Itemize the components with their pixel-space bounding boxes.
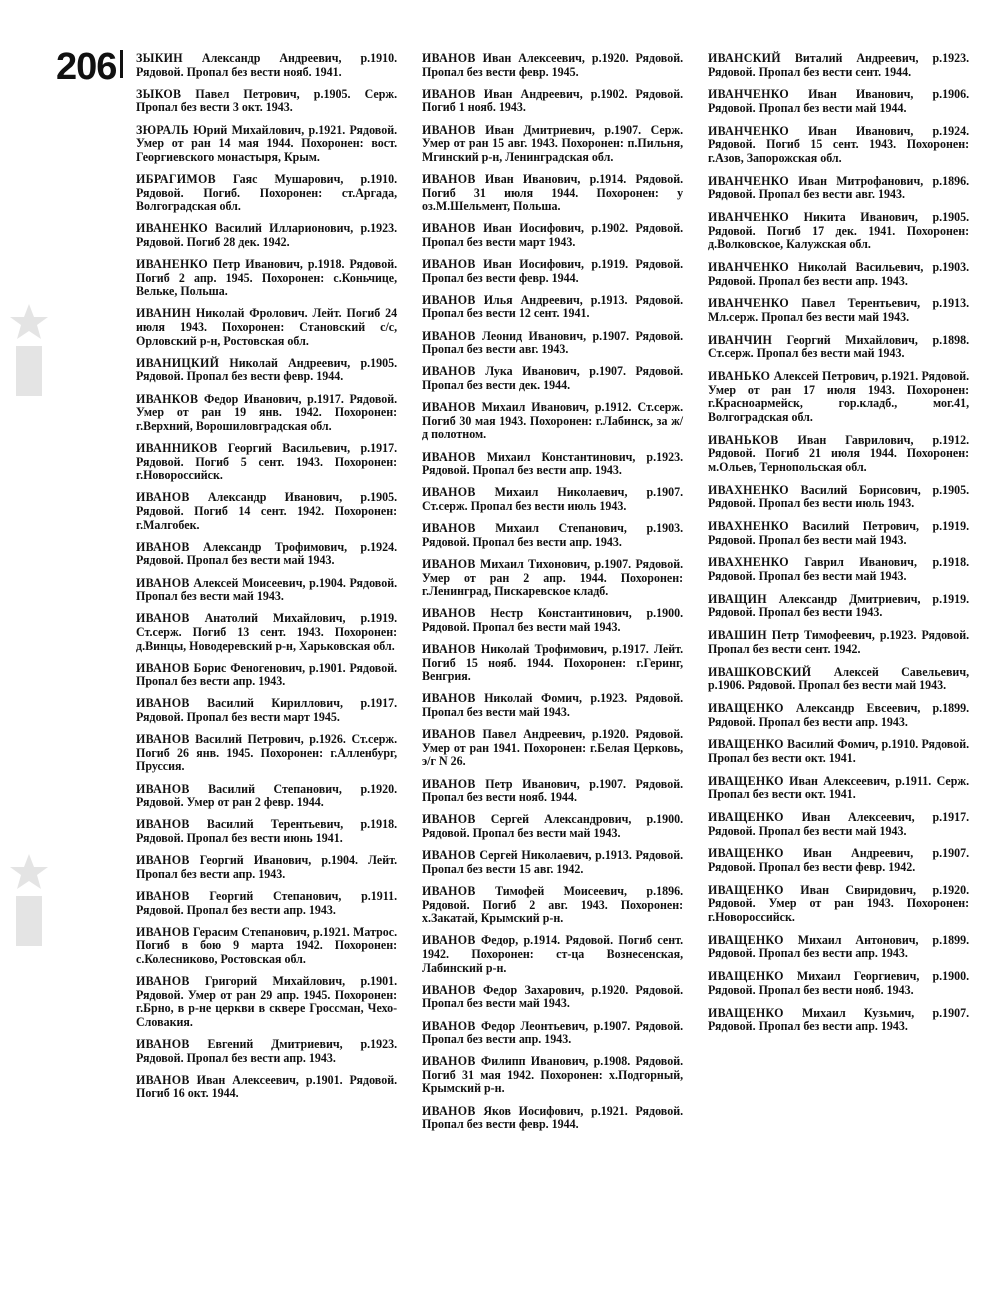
entry-surname: ИВАНОВ <box>136 660 190 675</box>
entry-details: Василий Петрович, р.1919. Рядовой. Пропал без вести май 1943. <box>708 519 970 547</box>
entry-surname: ИВАНОВ <box>422 642 476 657</box>
register-entry <box>136 1038 397 1065</box>
entry-details: Иван Иосифович, р.1902. Рядовой. Пропал без вести март 1943. <box>422 221 684 249</box>
entry-surname: ИВАНЧЕНКО <box>708 173 790 188</box>
entry-details: Михаил Константинович, р.1923. Рядовой. Пропал без вести апр. 1943. <box>422 449 684 478</box>
entry-details: Иван Гаврилович, р.1912. Рядовой. Погиб 21 июля 1944. Похоронен: м.Ольев, Тернопольская обл. <box>708 432 970 474</box>
entry-details: Василий Петрович, р.1926. Ст.серж. Погиб 26 янв. 1945. Похоронен: г.Алленбург, Пруссия. <box>136 732 398 774</box>
entry-surname: ЗЫКОВ <box>136 86 182 101</box>
register-entry <box>708 88 969 115</box>
entry-details: Георгий Михайлович, р.1898. Ст.серж. Пропал без вести май 1943. <box>708 332 970 361</box>
register-entry <box>708 970 969 997</box>
register-entry <box>708 370 969 424</box>
register-entry <box>136 733 397 774</box>
entry-details: Герасим Степанович, р.1921. Матрос. Погиб в бою 9 марта 1942. Похоронен: с.Колесниково, Ростовская обл. <box>136 924 398 966</box>
register-entry <box>708 666 969 693</box>
entry-details: Федор, р.1914. Рядовой. Погиб сент. 1942. Похоронен: ст-ца Вознесенская, Лабинский р-н. <box>422 933 684 975</box>
register-entry <box>708 738 969 765</box>
entry-surname: ИВАНОВ <box>422 776 476 791</box>
entry-details: Анатолий Михайлович, р.1919. Ст.серж. Погиб 13 сент. 1943. Похоронен: д.Винцы, Новодеревский р-н, Харьковская обл. <box>136 611 398 653</box>
column-1 <box>136 52 408 1110</box>
entry-details: Петр Иванович, р.1907. Рядовой. Пропал без вести нояб. 1944. <box>422 776 684 805</box>
register-entry <box>136 88 397 115</box>
register-entry <box>136 854 397 881</box>
entry-details: Петр Тимофеевич, р.1923. Рядовой. Пропал без вести сент. 1942. <box>708 628 970 656</box>
entry-surname: ИВАНОВ <box>422 292 476 307</box>
entry-details: Михаил Кузьмич, р.1907. Рядовой. Пропал без вести апр. 1943. <box>708 1005 970 1034</box>
register-entry <box>422 173 683 214</box>
entry-details: Алексей Моисеевич, р.1904. Рядовой. Пропал без вести май 1943. <box>136 575 398 604</box>
entry-surname: ИВАНЬКО <box>708 369 771 384</box>
entry-details: Иван Алексеевич, р.1920. Рядовой. Пропал без вести февр. 1945. <box>422 51 684 79</box>
register-entry <box>422 849 683 876</box>
entry-details: Василий Кириллович, р.1917. Рядовой. Пропал без вести март 1945. <box>136 696 398 725</box>
register-entry <box>708 775 969 802</box>
entry-details: Иван Алексеевич, р.1901. Рядовой. Погиб 16 окт. 1944. <box>136 1072 398 1101</box>
entry-details: Николай Фомич, р.1923. Рядовой. Пропал без вести май 1943. <box>422 691 684 720</box>
entry-details: Иван Дмитриевич, р.1907. Серж. Умер от ран 15 авг. 1943. Похоронен: п.Пильня, Мгинский р-н, Ленинградская обл. <box>422 122 684 164</box>
entry-details: Михаил Антонович, р.1899. Рядовой. Пропал без вести апр. 1943. <box>708 932 970 961</box>
entry-details: Михаил Георгиевич, р.1900. Рядовой. Пропал без вести нояб. 1943. <box>708 969 970 997</box>
entry-surname: ИВАЩЕНКО <box>708 882 784 897</box>
entry-surname: ИВАНЧИН <box>708 332 773 347</box>
entry-surname: ИВАНОВ <box>422 1018 476 1033</box>
entry-surname: ИВАЩЕНКО <box>708 846 784 861</box>
entry-details: Алексей Петрович, р.1921. Рядовой. Умер от ран 17 июля 1943. Похоронен: г.Красноармейск, гор.кладб., мог.41, Волгоградская обл. <box>708 369 970 424</box>
register-entry <box>422 486 683 513</box>
entry-surname: ИВАНЧЕНКО <box>708 210 790 225</box>
register-entry <box>708 593 969 620</box>
register-entry <box>708 297 969 324</box>
register-entry <box>422 88 683 115</box>
entry-details: Михаил Тихонович, р.1907. Рядовой. Умер от ран 2 апр. 1944. Похоронен: г.Ленинград, Пискаревское кладб. <box>422 556 684 599</box>
entry-surname: ЗЮРАЛЬ <box>136 122 189 137</box>
entry-surname: ИВАНОВ <box>422 521 476 536</box>
register-entry <box>708 261 969 288</box>
register-entry <box>422 813 683 840</box>
register-entry <box>136 612 397 653</box>
entry-surname: ИВАШИН <box>708 628 767 643</box>
register-entry <box>708 934 969 961</box>
entry-surname: ИВАНОВ <box>422 1103 476 1118</box>
register-entry <box>136 258 397 299</box>
register-entry <box>422 222 683 249</box>
entry-details: Виталий Андреевич, р.1923. Рядовой. Пропал без вести сент. 1944. <box>708 51 970 79</box>
entry-details: Федор Захарович, р.1920. Рядовой. Пропал без вести май 1943. <box>422 982 684 1011</box>
entry-surname: ИВАНОВ <box>136 1072 190 1087</box>
entry-details: Сергей Александрович, р.1900. Рядовой. Пропал без вести май 1943. <box>422 812 684 840</box>
register-entry <box>136 541 397 568</box>
register-entry <box>136 222 397 249</box>
register-entry <box>136 697 397 724</box>
register-entry <box>136 577 397 604</box>
entry-surname: ИВАНОВ <box>422 51 476 65</box>
entry-details: Юрий Михайлович, р.1921. Рядовой. Умер от ран 14 мая 1944. Похоронен: вост. Георгиевского монастыря, Крым. <box>136 122 398 164</box>
entry-surname: ИВАНЧЕНКО <box>708 260 790 275</box>
entry-surname: ИВАХНЕНКО <box>708 519 789 534</box>
register-entry <box>422 885 683 926</box>
entry-surname: ИВАНОВ <box>136 1037 190 1052</box>
entry-surname: ИБРАГИМОВ <box>136 171 216 186</box>
page-number-rule <box>120 50 123 78</box>
entry-details: Николай Фролович. Лейт. Погиб 24 июля 1943. Похоронен: Становский с/с, Орловский р-н, Ростовская обл. <box>136 306 398 348</box>
entry-details: Леонид Иванович, р.1907. Рядовой. Пропал без вести авг. 1943. <box>422 328 684 357</box>
entry-details: Филипп Иванович, р.1908. Рядовой. Погиб 31 мая 1942. Похоронен: х.Подгорный, Крымский р-н. <box>422 1054 684 1096</box>
entry-surname: ИВАЩЕНКО <box>708 932 784 947</box>
entry-surname: ИВАНОВ <box>422 449 476 464</box>
register-entry <box>136 926 397 967</box>
entry-surname: ИВАНОВ <box>136 539 190 554</box>
watermark-star-icon <box>8 850 50 950</box>
register-entry <box>708 629 969 656</box>
register-entry <box>136 890 397 917</box>
register-entry <box>136 975 397 1029</box>
register-entry <box>422 934 683 975</box>
entry-surname: ИВАНОВ <box>422 257 476 272</box>
register-entry <box>422 365 683 392</box>
entry-details: Илья Андреевич, р.1913. Рядовой. Пропал без вести 12 сент. 1941. <box>422 292 684 321</box>
entry-details: Василий Илларионович, р.1923. Рядовой. Погиб 28 дек. 1942. <box>136 221 398 249</box>
register-entry <box>422 522 683 549</box>
entry-surname: ИВАНЬКОВ <box>708 432 779 447</box>
entry-surname: ИВАНЕНКО <box>136 257 208 272</box>
entry-details: Нестр Константинович, р.1900. Рядовой. Пропал без вести май 1943. <box>422 606 684 634</box>
entry-surname: ИВАННИКОВ <box>136 441 218 455</box>
entry-details: Михаил Николаевич, р.1907. Ст.серж. Пропал без вести июль 1943. <box>422 485 684 513</box>
entry-surname: ИВАНСКИЙ <box>708 51 781 65</box>
entry-details: Павел Терентьевич, р.1913. Мл.серж. Пропал без вести май 1943. <box>708 296 970 325</box>
register-entry <box>708 811 969 838</box>
entry-surname: ИВАЩЕНКО <box>708 700 784 715</box>
register-entry <box>136 783 397 810</box>
entry-details: Иван Митрофанович, р.1896. Рядовой. Пропал без вести авг. 1943. <box>708 173 970 202</box>
entry-details: Яков Иосифович, р.1921. Рядовой. Пропал без вести февр. 1944. <box>422 1103 684 1132</box>
entry-surname: ИВАНОВ <box>422 933 476 948</box>
entry-surname: ИВАНОВ <box>136 732 190 747</box>
register-entry <box>136 307 397 348</box>
entry-details: Борис Феногенович, р.1901. Рядовой. Пропал без вести апр. 1943. <box>136 660 398 689</box>
page-number: 206 <box>56 46 117 88</box>
entry-surname: ИВАХНЕНКО <box>708 482 789 497</box>
register-entry <box>136 818 397 845</box>
register-entry <box>422 401 683 442</box>
entry-surname: ИВАЩЕНКО <box>708 810 784 825</box>
entry-surname: ИВАНОВ <box>136 696 190 711</box>
entry-surname: ИВАЩЕНКО <box>708 773 784 788</box>
entry-surname: ИВАНОВ <box>136 490 190 505</box>
entry-details: Василий Степанович, р.1920. Рядовой. Умер от ран 2 февр. 1944. <box>136 781 398 810</box>
entry-surname: ИВАЩЕНКО <box>708 969 784 984</box>
register-entry <box>422 778 683 805</box>
entry-details: Никита Иванович, р.1905. Рядовой. Погиб 17 дек. 1941. Похоронен: д.Волковское, Калужская обл. <box>708 210 970 252</box>
entry-details: Григорий Михайлович, р.1901. Рядовой. Умер от ран 29 апр. 1945. Похоронен: г.Брно, в р-не церкви в сквере Гроссман, Чехо-Словакия. <box>136 974 398 1029</box>
register-entry <box>136 124 397 165</box>
entry-details: Иван Алексеевич, р.1911. Серж. Пропал без вести окт. 1941. <box>708 773 970 802</box>
entry-surname: ИВАНОВ <box>422 606 476 621</box>
entry-surname: ИВАНОВ <box>422 812 476 827</box>
entry-details: Алексей Савельевич, р.1906. Рядовой. Пропал без вести май 1943. <box>708 664 970 693</box>
register-entry <box>136 1074 397 1101</box>
entry-surname: ИВАНОВ <box>422 122 476 137</box>
entry-details: Николай Андреевич, р.1905. Рядовой. Пропал без вести февр. 1944. <box>136 355 398 384</box>
register-entry <box>136 662 397 689</box>
register-entry <box>422 451 683 478</box>
register-entry <box>708 125 969 166</box>
entry-details: Петр Иванович, р.1918. Рядовой. Погиб 2 апр. 1945. Похоронен: с.Коньчице, Вельке, Польша. <box>136 257 398 299</box>
entry-details: Георгий Иванович, р.1904. Лейт. Пропал без вести апр. 1943. <box>136 853 398 881</box>
register-entry <box>422 692 683 719</box>
entry-surname: ИВАНОВ <box>422 171 476 186</box>
entry-surname: ИВАЩЕНКО <box>708 737 784 752</box>
entry-details: Гаяс Мушарович, р.1910. Рядовой. Погиб. Похоронен: ст.Аргада, Волгоградская обл. <box>136 171 398 214</box>
register-entry <box>136 173 397 214</box>
register-entry <box>422 728 683 769</box>
entry-surname: ИВАНОВ <box>136 924 190 939</box>
entry-surname: ИВАНОВ <box>422 328 476 343</box>
entry-details: Иван Иванович, р.1906. Рядовой. Пропал без вести май 1944. <box>708 87 970 115</box>
entry-details: Лука Иванович, р.1907. Рядовой. Пропал без вести дек. 1944. <box>422 364 684 393</box>
entry-details: Александр Андреевич, р.1910. Рядовой. Пропал без вести нояб. 1941. <box>136 51 398 79</box>
entry-details: Александр Евсеевич, р.1899. Рядовой. Пропал без вести апр. 1943. <box>708 700 970 729</box>
entry-surname: ИВАНЧЕНКО <box>708 123 790 138</box>
entry-surname: ИВАНОВ <box>136 781 190 796</box>
entry-surname: ИВАНОВ <box>422 883 476 898</box>
register-entry <box>708 434 969 475</box>
entry-details: Иван Андреевич, р.1902. Рядовой. Погиб 1 нояб. 1943. <box>422 86 684 115</box>
entry-details: Павел Андреевич, р.1920. Рядовой. Умер от ран 1941. Похоронен: г.Белая Церковь, э/г N 26. <box>422 727 684 769</box>
entry-surname: ИВАНЕНКО <box>136 221 208 236</box>
entry-surname: ИВАНОВ <box>136 853 190 868</box>
entry-details: Иван Иванович, р.1914. Рядовой. Погиб 31 июля 1944. Похоронен: у оз.М.Шельмент, Польша. <box>422 171 684 214</box>
entry-details: Иван Андреевич, р.1907. Рядовой. Пропал без вести февр. 1942. <box>708 846 970 875</box>
entry-details: Федор Леонтьевич, р.1907. Рядовой. Пропал без вести апр. 1943. <box>422 1018 684 1047</box>
entry-surname: ИВАШКОВСКИЙ <box>708 664 812 679</box>
entry-surname: ЗЫКИН <box>136 51 183 65</box>
register-entry <box>422 1105 683 1132</box>
register-entry <box>422 1020 683 1047</box>
register-entry <box>136 393 397 434</box>
register-entry <box>708 847 969 874</box>
entry-surname: ИВАНОВ <box>422 556 476 571</box>
entry-surname: ИВАНОВ <box>422 364 476 379</box>
register-entry <box>136 491 397 532</box>
register-entry <box>422 607 683 634</box>
register-entry <box>136 442 397 483</box>
register-entry <box>708 702 969 729</box>
entry-details: Василий Терентьевич, р.1918. Рядовой. Пропал без вести июнь 1941. <box>136 817 398 845</box>
entry-surname: ИВАНОВ <box>136 974 190 989</box>
entry-details: Александр Трофимович, р.1924. Рядовой. Пропал без вести май 1943. <box>136 539 398 568</box>
entry-surname: ИВАНОВ <box>422 727 476 742</box>
entry-details: Федор Иванович, р.1917. Рядовой. Умер от ран 19 янв. 1942. Похоронен: г.Верхний, Ворошиловградская обл. <box>136 391 398 433</box>
column-3 <box>708 52 980 1043</box>
entry-surname: ИВАНОВ <box>136 888 190 903</box>
register-entry <box>422 258 683 285</box>
entry-details: Гаврил Иванович, р.1918. Рядовой. Пропал без вести май 1943. <box>708 555 970 584</box>
column-2 <box>422 52 694 1140</box>
register-entry <box>422 643 683 684</box>
register-entry <box>708 1007 969 1034</box>
entry-surname: ИВАНОВ <box>422 485 476 500</box>
entry-details: Георгий Степанович, р.1911. Рядовой. Пропал без вести апр. 1943. <box>136 888 398 917</box>
entry-surname: ИВАНЧЕНКО <box>708 87 790 102</box>
entry-details: Николай Васильевич, р.1903. Рядовой. Пропал без вести апр. 1943. <box>708 260 970 288</box>
register-entry <box>708 520 969 547</box>
register-entry <box>708 484 969 511</box>
entry-details: Павел Петрович, р.1905. Серж. Пропал без вести 3 окт. 1943. <box>136 86 398 115</box>
register-entry <box>422 558 683 599</box>
entry-details: Василий Борисович, р.1905. Рядовой. Пропал без вести июль 1943. <box>708 482 970 511</box>
register-entry <box>708 556 969 583</box>
entry-details: Иван Алексеевич, р.1917. Рядовой. Пропал без вести май 1943. <box>708 810 970 838</box>
register-entry <box>708 884 969 925</box>
entry-surname: ИВАНОВ <box>422 1054 476 1069</box>
entry-surname: ИВАНИН <box>136 306 191 321</box>
entry-details: Сергей Николаевич, р.1913. Рядовой. Пропал без вести 15 авг. 1942. <box>422 848 684 876</box>
entry-details: Иван Иванович, р.1924. Рядовой. Погиб 15 сент. 1943. Похоронен: г.Азов, Запорожская обл. <box>708 123 970 165</box>
entry-details: Иван Иосифович, р.1919. Рядовой. Пропал без вести февр. 1944. <box>422 257 684 285</box>
register-entry <box>136 52 397 79</box>
entry-details: Александр Иванович, р.1905. Рядовой. Погиб 14 сент. 1942. Похоронен: г.Малгобек. <box>136 490 398 532</box>
watermark-star-icon <box>8 300 50 400</box>
entry-surname: ИВАНИЦКИЙ <box>136 355 220 370</box>
entry-surname: ИВАНОВ <box>422 982 476 997</box>
entry-details: Георгий Васильевич, р.1917. Рядовой. Погиб 5 сент. 1943. Похоронен: г.Новороссийск. <box>136 441 398 483</box>
entry-surname: ИВАНКОВ <box>136 391 199 406</box>
register-entry <box>136 357 397 384</box>
entry-details: Александр Дмитриевич, р.1919. Рядовой. Пропал без вести 1943. <box>708 591 970 620</box>
entry-surname: ИВАНОВ <box>422 221 476 236</box>
register-entry <box>422 1055 683 1096</box>
entry-details: Василий Фомич, р.1910. Рядовой. Пропал без вести окт. 1941. <box>708 737 970 765</box>
register-entry <box>708 52 969 79</box>
entry-surname: ИВАНОВ <box>136 575 190 590</box>
entry-surname: ИВАЩИН <box>708 591 767 606</box>
register-entry <box>422 330 683 357</box>
entry-surname: ИВАНОВ <box>422 691 476 706</box>
register-entry <box>422 124 683 165</box>
register-entry <box>708 334 969 361</box>
entry-details: Иван Свиридович, р.1920. Рядовой. Умер от ран 1943. Похоронен: г.Новороссийск. <box>708 882 970 925</box>
entry-details: Михаил Степанович, р.1903. Рядовой. Пропал без вести апр. 1943. <box>422 521 684 549</box>
entry-details: Тимофей Моисеевич, р.1896. Рядовой. Погиб 2 авг. 1943. Похоронен: х.Закатай, Крымский р-н. <box>422 883 684 926</box>
entry-surname: ИВАХНЕНКО <box>708 555 789 570</box>
entry-surname: ИВАНОВ <box>136 611 190 626</box>
register-entry <box>708 175 969 202</box>
entry-details: Николай Трофимович, р.1917. Лейт. Погиб 15 нояб. 1944. Похоронен: г.Геринг, Венгрия. <box>422 642 684 684</box>
register-entry <box>708 211 969 252</box>
entry-surname: ИВАНОВ <box>422 86 476 101</box>
register-entry <box>422 294 683 321</box>
entry-details: Евгений Дмитриевич, р.1923. Рядовой. Пропал без вести апр. 1943. <box>136 1037 398 1065</box>
entry-surname: ИВАНОВ <box>136 817 190 832</box>
entry-details: Михаил Иванович, р.1912. Ст.серж. Погиб 30 мая 1943. Похоронен: г.Лабинск, за ж/д полотном. <box>422 400 684 442</box>
register-entry <box>422 52 683 79</box>
entry-surname: ИВАНЧЕНКО <box>708 296 790 311</box>
entry-surname: ИВАНОВ <box>422 848 476 863</box>
register-entry <box>422 984 683 1011</box>
entry-surname: ИВАНОВ <box>422 400 476 415</box>
entry-surname: ИВАЩЕНКО <box>708 1005 784 1020</box>
